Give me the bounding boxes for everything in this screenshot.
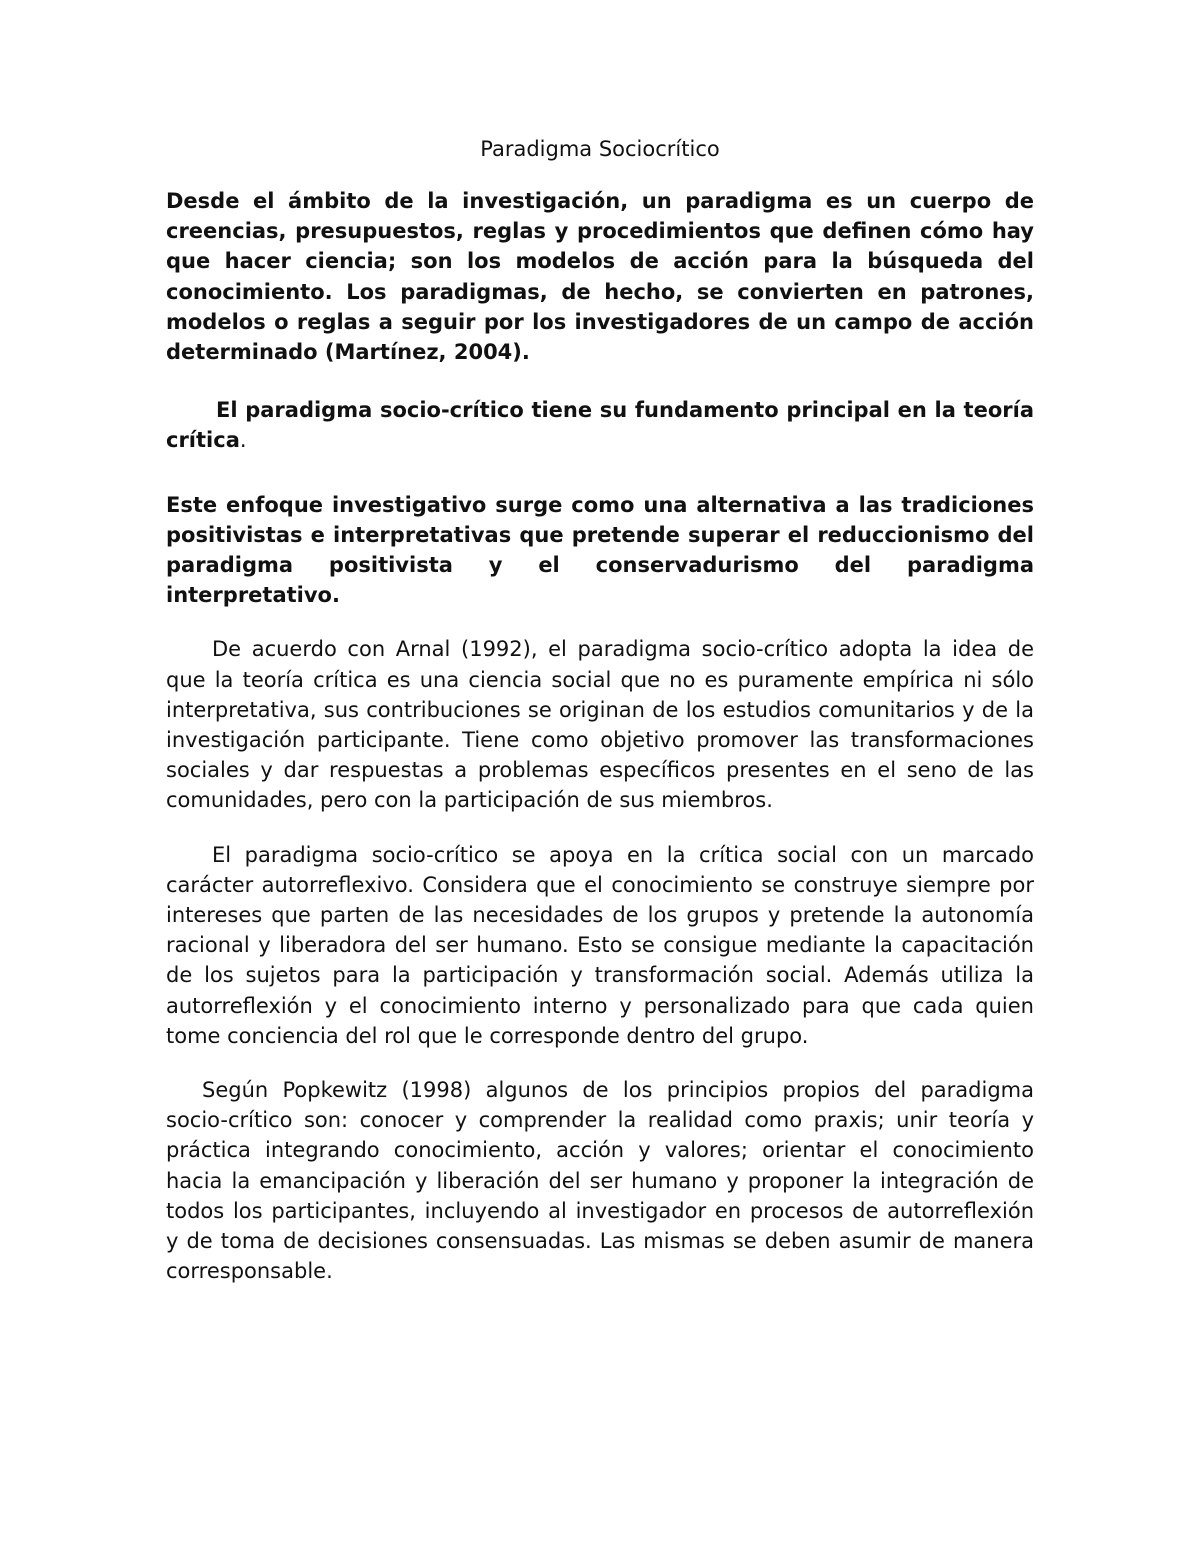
paragraph-critical-theory-text: El paradigma socio-crítico tiene su fundamento principal en la teoría crítica — [166, 398, 1034, 453]
paragraph-critical-theory-period: . — [239, 428, 247, 453]
document-title: Paradigma Sociocrítico — [480, 137, 720, 161]
document-page — [166, 134, 1034, 1287]
paragraph-alternative-approach: Este enfoque investigativo surge como una alternativa a las tradiciones positivistas e interpretativas que pretende superar el reduccionismo del paradigma positivista y el conservadurismo del paradigma interpretativo. — [166, 492, 1034, 608]
paragraph-self-reflective: El paradigma socio-crítico se apoya en la crítica social con un marcado carácter autorreflexivo. Considera que el conocimiento se construye siempre por intereses que parten de las necesidades de los grupos y pretende la autonomía racional y liberadora del ser humano. Esto se consigue mediante la capacitación de los sujetos para la participación y transformación social. Además utiliza la autorreflexión y el conocimiento interno y personalizado para que cada quien tome conciencia del rol que le corresponde dentro del grupo. — [166, 842, 1034, 1048]
paragraph-popkewitz: Según Popkewitz (1998) algunos de los principios propios del paradigma socio-crítico son: conocer y comprender la realidad como praxis; unir teoría y práctica integrando conocimiento, acción y valores; orientar el conocimiento hacia la emancipación y liberación del ser humano y proponer la integración de todos los participantes, incluyendo al investigador en procesos de autorreflexión y de toma de decisiones consensuadas. Las mismas se deben asumir de manera corresponsable. — [166, 1078, 1034, 1284]
paragraph-critical-theory — [166, 395, 1034, 455]
paragraph-paradigm-definition: Desde el ámbito de la investigación, un paradigma es un cuerpo de creencias, presupuestos, reglas y procedimientos que definen cómo hay que hacer ciencia; son los modelos de acción para la búsqueda del conocimiento. Los paradigmas, de hecho, se convierten en patrones, modelos o reglas a seguir por los investigadores de un campo de acción determinado (Martínez, 2004). — [166, 189, 1034, 365]
paragraph-arnal: De acuerdo con Arnal (1992), el paradigma socio-crítico adopta la idea de que la teoría crítica es una ciencia social que no es puramente empírica ni sólo interpretativa, sus contribuciones se originan de los estudios comunitarios y de la investigación participante. Tiene como objetivo promover las transformaciones sociales y dar respuestas a problemas específicos presentes en el seno de las comunidades, pero con la participación de sus miembros. — [166, 637, 1034, 813]
